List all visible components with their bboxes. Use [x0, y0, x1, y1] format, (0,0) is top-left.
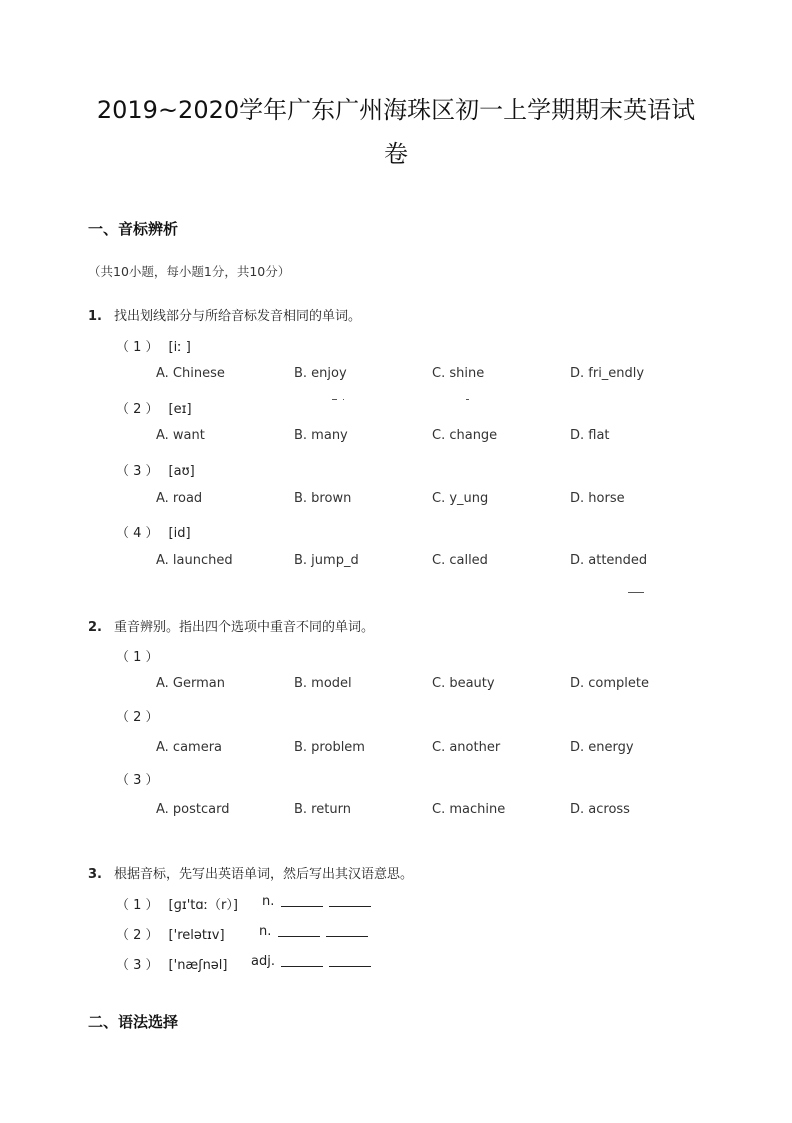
q2-item-1-option-b: B. model — [294, 676, 352, 691]
q2-item-2-option-a: A. camera — [156, 740, 223, 755]
meaning-blank[interactable] — [326, 924, 368, 937]
q2-item-3-option-b: B. return — [294, 802, 351, 817]
q3-item-3-answer — [251, 954, 371, 969]
q1-item-2-label: （ 2 ） [eɪ] — [116, 402, 192, 417]
q3-item-3-pos: adj. — [251, 954, 275, 969]
q1-item-1-label: （ 1 ） [iː ] — [116, 340, 191, 355]
q2-item-3-option-d: D. across — [570, 802, 630, 817]
q3-item-2-phonetic: ['relətɪv] — [168, 928, 225, 943]
q3-item-1-label: （ 1 ） [ɡɪ'tɑː（r）] — [116, 898, 238, 913]
underline-mark — [466, 399, 469, 400]
page-title — [60, 88, 732, 176]
q2-item-1-label: （ 1 ） — [116, 650, 159, 665]
q3-item-2-pos: n. — [259, 924, 272, 939]
word-blank[interactable] — [281, 954, 323, 967]
meaning-blank[interactable] — [329, 894, 371, 907]
q1-item-2-option-a: A. want — [156, 428, 205, 443]
word-blank[interactable] — [278, 924, 320, 937]
section-1-note: （共10小题，每小题1分，共10分） — [88, 264, 291, 279]
q1-item-1-option-c: C. shine — [432, 366, 485, 381]
q1-item-4-option-a: A. launched — [156, 553, 233, 568]
q3-item-3-phonetic: ['næʃnəl] — [168, 958, 228, 973]
q1-item-2-option-b: B. many — [294, 428, 348, 443]
question-2-number: 2. — [88, 620, 102, 635]
underline-mark — [343, 399, 344, 400]
section-2-heading: 二、语法选择 — [88, 1013, 179, 1031]
q1-item-4-phonetic: [id] — [168, 526, 191, 541]
q1-item-1-phonetic: [iː ] — [168, 340, 191, 355]
q2-item-1-option-a: A. German — [156, 676, 225, 691]
q3-item-1-pos: n. — [262, 894, 275, 909]
title-line-1: 2019~2020学年广东广州海珠区初一上学期期末英语试 — [96, 96, 696, 124]
underline-mark — [628, 592, 644, 593]
question-1-number: 1. — [88, 309, 102, 324]
question-3-text: 根据音标，先写出英语单词，然后写出其汉语意思。 — [114, 867, 414, 882]
q1-item-4-option-d: D. attended — [570, 553, 648, 568]
q3-item-1-answer — [262, 894, 371, 909]
q2-item-2-label: （ 2 ） — [116, 710, 159, 725]
q1-item-1-option-d: D. fri_endly — [570, 366, 645, 381]
q3-item-2-answer — [259, 924, 368, 939]
q1-item-3-phonetic: [aʊ] — [168, 464, 195, 479]
question-3-number: 3. — [88, 867, 102, 882]
meaning-blank[interactable] — [329, 954, 371, 967]
q2-item-2-option-b: B. problem — [294, 740, 365, 755]
q1-item-2-option-c: C. change — [432, 428, 498, 443]
q1-item-3-option-b: B. brown — [294, 491, 352, 506]
title-line-2: 卷 — [384, 140, 408, 168]
q3-item-1-phonetic: [ɡɪ'tɑː（r）] — [168, 898, 238, 913]
q1-item-3-option-d: D. horse — [570, 491, 625, 506]
q2-item-3-option-c: C. machine — [432, 802, 506, 817]
word-blank[interactable] — [281, 894, 323, 907]
question-2 — [88, 616, 374, 635]
q1-item-3-label: （ 3 ） [aʊ] — [116, 464, 195, 479]
q1-item-2-option-d: D. flat — [570, 428, 610, 443]
section-1-heading: 一、音标辨析 — [88, 220, 179, 238]
q2-item-2-option-d: D. energy — [570, 740, 634, 755]
question-1 — [88, 305, 361, 324]
q1-item-1-option-a: A. Chinese — [156, 366, 225, 381]
q1-item-4-option-c: C. called — [432, 553, 488, 568]
q2-item-2-option-c: C. another — [432, 740, 501, 755]
q1-item-3-option-c: C. y_ung — [432, 491, 489, 506]
q1-item-3-option-a: A. road — [156, 491, 203, 506]
q1-item-2-phonetic: [eɪ] — [168, 402, 192, 417]
q3-item-2-label: （ 2 ） ['relətɪv] — [116, 928, 225, 943]
q1-item-4-label: （ 4 ） [id] — [116, 526, 191, 541]
q2-item-3-label: （ 3 ） — [116, 773, 159, 788]
q1-item-1-option-b: B. enjoy — [294, 366, 347, 381]
underline-mark — [332, 399, 337, 400]
q2-item-1-option-c: C. beauty — [432, 676, 495, 691]
q1-item-4-option-b: B. jump_d — [294, 553, 359, 568]
question-3 — [88, 863, 413, 882]
q2-item-3-option-a: A. postcard — [156, 802, 230, 817]
q3-item-3-label: （ 3 ） ['næʃnəl] — [116, 958, 228, 973]
question-1-text: 找出划线部分与所给音标发音相同的单词。 — [114, 309, 362, 324]
q2-item-1-option-d: D. complete — [570, 676, 649, 691]
question-2-text: 重音辨别。指出四个选项中重音不同的单词。 — [114, 620, 375, 635]
